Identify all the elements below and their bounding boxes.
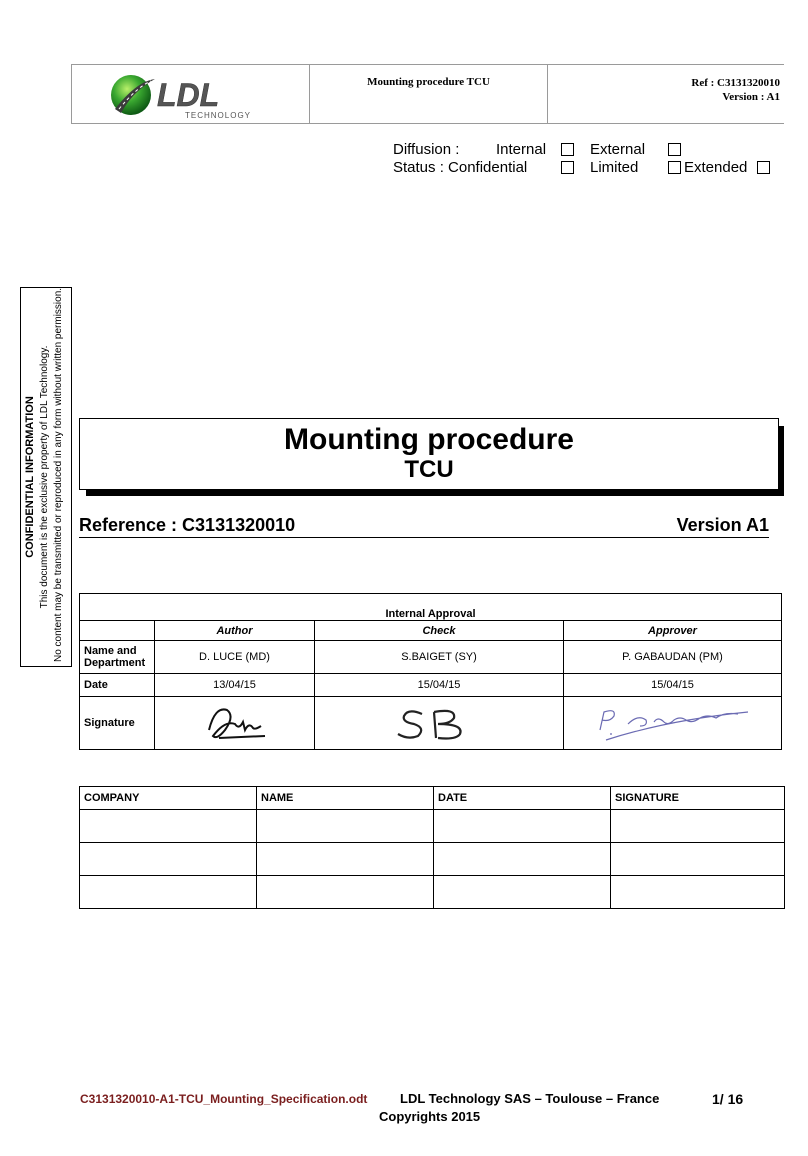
header-version: Version : A1 [722,91,780,103]
diffusion-external-label: External [590,141,646,158]
document-subtitle: TCU [404,456,454,483]
reference-line [79,515,769,538]
document-title: Mounting procedure [284,423,574,456]
status-extended-label: Extended [684,159,748,176]
author-date: 13/04/15 [155,674,315,697]
approval-header-check: Check [315,621,564,641]
date-header: DATE [434,787,611,810]
name-department-label: Name and Department [80,641,155,674]
approval-header-approver: Approver [564,621,782,641]
diffusion-label: Diffusion : [393,141,460,158]
company-table [79,786,785,909]
check-signature-image [384,700,494,744]
signature-header: SIGNATURE [611,787,785,810]
approval-table [79,593,782,750]
approver-name: P. GABAUDAN (PM) [564,641,782,674]
table-row [80,843,785,876]
check-name: S.BAIGET (SY) [315,641,564,674]
confidential-line-1: This document is the exclusive property of LDL Technology. [39,345,50,609]
title-box [79,418,779,490]
table-row [80,810,785,843]
approver-signature [564,697,782,750]
confidential-notice [20,287,72,667]
footer-filename: C3131320010-A1-TCU_Mounting_Specification.odt [80,1092,368,1106]
reference-number: Reference : C3131320010 [79,515,296,535]
header-ref-number: Ref : C3131320010 [691,77,780,89]
diffusion-internal-label: Internal [496,141,547,158]
author-name: D. LUCE (MD) [155,641,315,674]
approval-caption: Internal Approval [80,594,782,621]
header-ref [691,76,780,104]
extended-checkbox[interactable] [757,161,770,174]
company-header: COMPANY [80,787,257,810]
confidential-title: CONFIDENTIAL INFORMATION [24,396,36,558]
document-header [71,64,784,124]
limited-checkbox[interactable] [668,161,681,174]
svg-text:LDL: LDL [157,77,220,113]
confidential-line-2: No content may be transmitted or reproduced in any form without written permission. [53,287,64,662]
footer-company: LDL Technology SAS – Toulouse – France [400,1091,660,1106]
check-date: 15/04/15 [315,674,564,697]
check-signature [315,697,564,750]
table-row [80,876,785,909]
signature-label: Signature [80,697,155,750]
author-signature [155,697,315,750]
reference-version: Version A1 [676,515,769,535]
status-limited-label: Limited [590,159,639,176]
status-label: Status : Confidential [393,159,528,176]
name-header: NAME [257,787,434,810]
confidential-checkbox[interactable] [561,161,574,174]
footer-copyright: Copyrights 2015 [379,1109,481,1124]
approver-signature-image [588,700,758,744]
approver-date: 15/04/15 [564,674,782,697]
author-signature-image [195,700,275,744]
approval-header-author: Author [155,621,315,641]
footer-page-number: 1/ 16 [712,1091,744,1107]
external-checkbox[interactable] [668,143,681,156]
ldl-logo [107,71,267,121]
internal-checkbox[interactable] [561,143,574,156]
header-title: Mounting procedure TCU [367,76,490,88]
date-label: Date [80,674,155,697]
svg-text:TECHNOLOGY: TECHNOLOGY [185,111,252,120]
